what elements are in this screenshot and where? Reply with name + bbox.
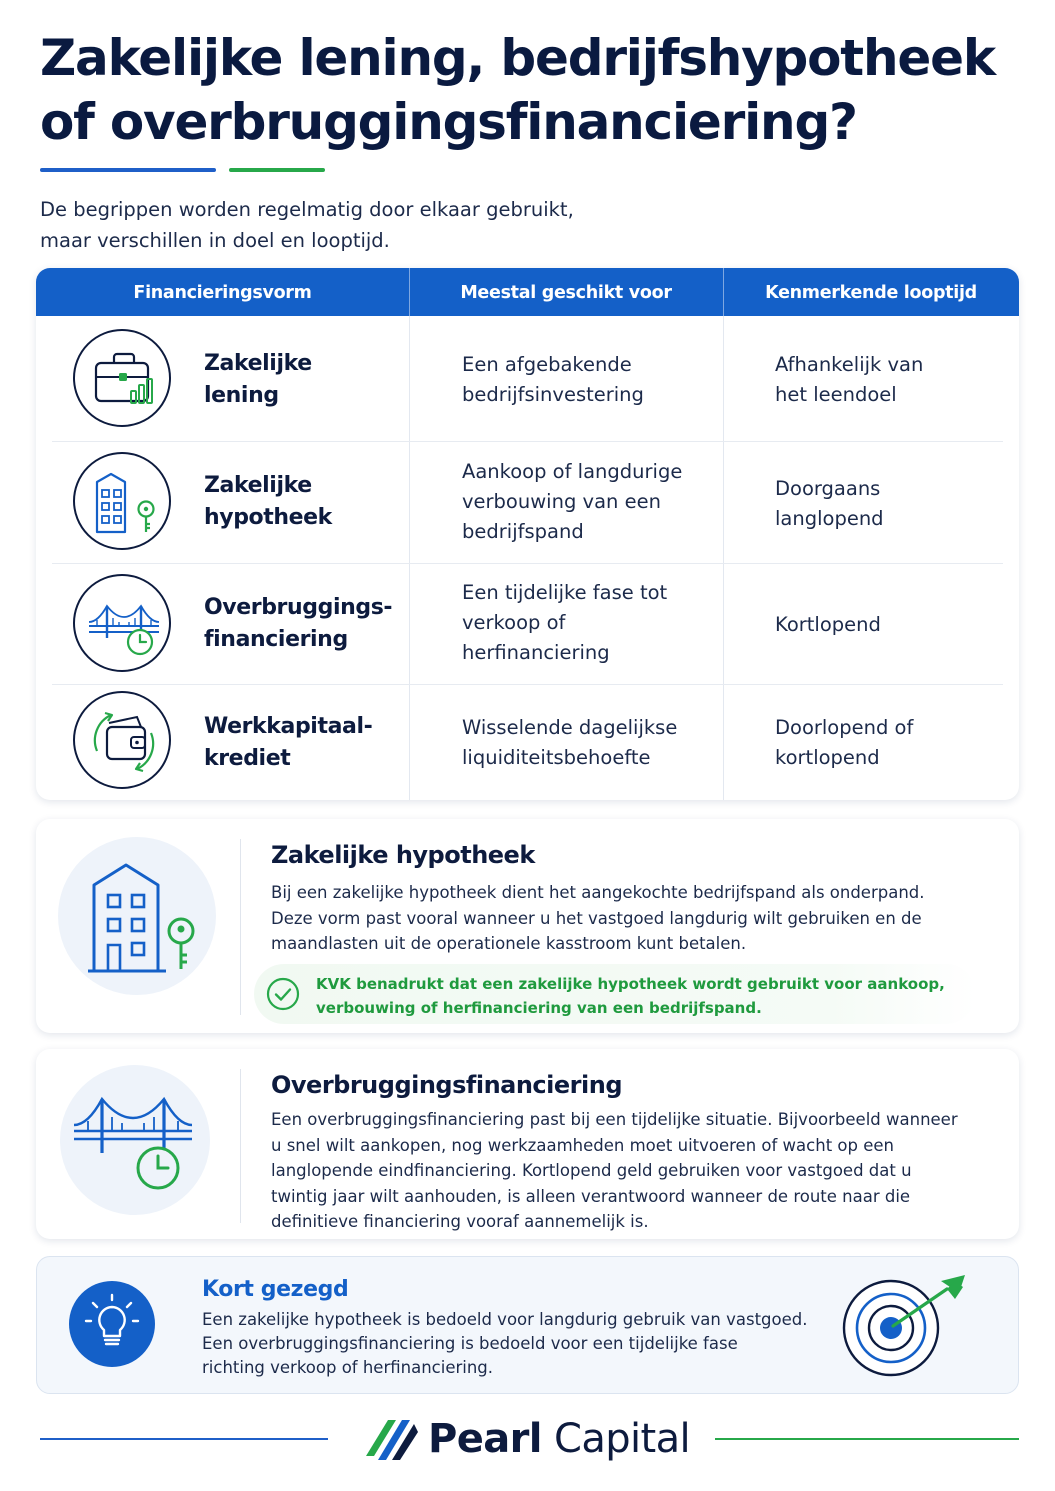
cell-line: Een tijdelijke fase tot — [462, 581, 668, 604]
summary-text — [202, 1308, 822, 1380]
cell-term — [775, 474, 1005, 534]
building-key-illustration — [58, 837, 216, 995]
cell-line: het leendoel — [775, 383, 897, 406]
cell-line: Afhankelijk van — [775, 353, 924, 376]
wallet-cycle-icon — [73, 691, 171, 789]
column-header-term: Kenmerkende looptijd — [765, 283, 977, 303]
page-title-line-2: of overbruggingsfinanciering? — [40, 93, 857, 151]
card-text-line: definitieve financiering vooraf aannemelijk is. — [271, 1212, 649, 1231]
summary-text-line: Een zakelijke hypotheek is bedoeld voor langdurig gebruik van vastgoed. — [202, 1310, 808, 1329]
cell-line: liquiditeitsbehoefte — [462, 746, 651, 769]
cell-line: Een afgebakende — [462, 353, 632, 376]
intro-line-1: De begrippen worden regelmatig door elkaar gebruikt, — [40, 198, 574, 221]
cell-term — [775, 350, 1005, 410]
cell-suited — [462, 350, 712, 410]
pearl-capital-logo-icon — [362, 1410, 420, 1470]
card-overbruggingsfinanciering — [36, 1049, 1019, 1239]
summary-box — [36, 1256, 1019, 1394]
column-header-form: Financieringsvorm — [133, 283, 312, 303]
target-arrow-icon — [837, 1271, 1007, 1385]
cell-line: herfinanciering — [462, 641, 610, 664]
cell-line: verkoop of — [462, 611, 566, 634]
cell-line: Aankoop of langdurige — [462, 460, 683, 483]
header-divider — [409, 268, 410, 316]
table-row — [36, 563, 1019, 684]
row-name-line: lening — [204, 383, 279, 408]
cell-line: Wisselende dagelijkse — [462, 716, 678, 739]
cell-line: Kortlopend — [775, 613, 881, 636]
card-text-line: twintig jaar wilt aanhouden, is alleen verantwoord wanneer de route naar die — [271, 1186, 911, 1206]
row-name — [204, 470, 332, 534]
title-underline-blue — [40, 168, 216, 172]
row-name-line: Werkkapitaal- — [204, 714, 373, 739]
table-header — [36, 268, 1019, 316]
footer-line-blue — [40, 1438, 328, 1440]
callout-text — [316, 972, 945, 1020]
check-circle-icon — [266, 977, 302, 1017]
card-text — [271, 1107, 991, 1235]
card-text-line: Een overbruggingsfinanciering past bij een tijdelijke situatie. Bijvoorbeeld wanneer — [271, 1110, 958, 1129]
brand-name-bold: Pearl — [428, 1416, 542, 1462]
card-text-line: langlopende eindfinanciering. Kortlopend geld gebruiken voor vastgoed dat u — [271, 1161, 912, 1180]
card-text-line: Deze vorm past vooral wanneer u het vastgoed langdurig wilt gebruiken en de — [271, 908, 922, 928]
card-text-line: maandlasten uit de operationele kasstroom kunt betalen. — [271, 934, 747, 953]
table-row — [36, 316, 1019, 441]
cell-line: kortlopend — [775, 746, 880, 769]
cell-term — [775, 610, 1005, 640]
card-text — [271, 880, 971, 957]
page-title — [40, 26, 1030, 154]
row-name-line: Zakelijke — [204, 351, 312, 376]
brand-name-light: Capital — [554, 1416, 691, 1462]
row-name — [204, 711, 372, 775]
row-name-line: krediet — [204, 746, 291, 771]
cell-line: verbouwing van een — [462, 490, 661, 513]
card-divider — [240, 1069, 241, 1223]
callout-text-line: KVK benadrukt dat een zakelijke hypotheek wordt gebruikt voor aankoop, — [316, 975, 945, 993]
row-name-line: Zakelijke — [204, 473, 312, 498]
bridge-clock-icon — [73, 574, 171, 672]
header-divider — [723, 268, 724, 316]
cell-line: Doorlopend of — [775, 716, 914, 739]
cell-suited — [462, 713, 712, 773]
building-key-icon — [73, 452, 171, 550]
cell-line: bedrijfspand — [462, 520, 584, 543]
cell-line: bedrijfsinvestering — [462, 383, 644, 406]
intro-line-2: maar verschillen in doel en looptijd. — [40, 229, 390, 252]
card-zakelijke-hypotheek — [36, 819, 1019, 1033]
intro-text — [40, 194, 680, 256]
cell-suited — [462, 457, 712, 547]
row-name-line: financiering — [204, 627, 348, 652]
lightbulb-icon — [69, 1281, 155, 1367]
row-name — [204, 592, 392, 656]
briefcase-chart-icon — [73, 329, 171, 427]
card-title: Overbruggingsfinanciering — [271, 1071, 622, 1099]
table-row — [36, 684, 1019, 800]
page-title-line-1: Zakelijke lening, bedrijfshypotheek — [40, 29, 995, 87]
brand-name — [428, 1414, 690, 1464]
card-text-line: u snel wilt aankopen, nog werkzaamheden moet uitvoeren of wacht op een — [271, 1135, 894, 1155]
row-name — [204, 348, 312, 412]
card-title: Zakelijke hypotheek — [271, 841, 535, 869]
cell-line: Doorgaans — [775, 477, 881, 500]
title-underline-green — [229, 168, 325, 172]
card-text-line: Bij een zakelijke hypotheek dient het aangekochte bedrijfspand als onderpand. — [271, 883, 925, 902]
callout-text-line: verbouwing of herfinanciering van een bedrijfspand. — [316, 999, 762, 1017]
cell-line: langlopend — [775, 507, 884, 530]
column-header-suited: Meestal geschikt voor — [460, 283, 672, 303]
cell-suited — [462, 578, 712, 668]
footer-line-green — [715, 1438, 1019, 1440]
summary-text-line: Een overbruggingsfinanciering is bedoeld voor een tijdelijke fase — [202, 1334, 738, 1353]
cell-term — [775, 713, 1005, 773]
table-row — [36, 441, 1019, 563]
summary-title: Kort gezegd — [202, 1277, 349, 1302]
row-name-line: Overbruggings- — [204, 595, 393, 620]
row-name-line: hypotheek — [204, 505, 332, 530]
summary-text-line: richting verkoop of herfinanciering. — [202, 1358, 494, 1377]
card-divider — [240, 839, 241, 1015]
kvk-callout — [254, 964, 976, 1024]
comparison-table — [36, 268, 1019, 800]
bridge-clock-illustration — [60, 1065, 210, 1215]
